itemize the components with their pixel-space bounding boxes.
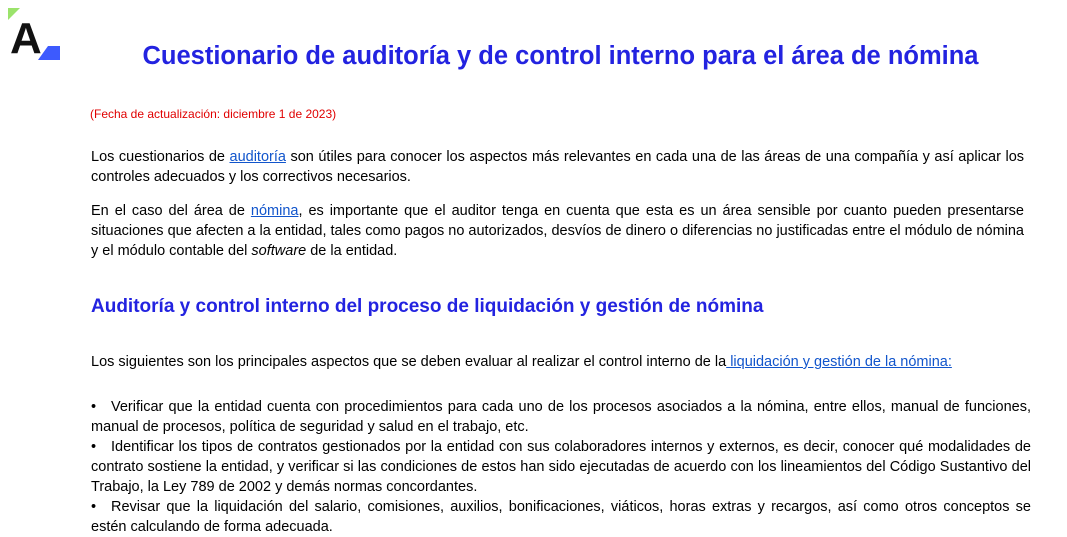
section-title: Auditoría y control interno del proceso de liquidación y gestión de nómina — [91, 296, 764, 317]
update-date: (Fecha de actualización: diciembre 1 de 2023) — [90, 107, 337, 121]
list-item-text: Revisar que la liquidación del salario, comisiones, auxilios, bonificaciones, viáticos, horas extras y recargos, así como otros conceptos se estén calculando de forma adecuada. — [91, 499, 1031, 535]
paragraph-text: En el caso del área de — [91, 203, 251, 219]
paragraph-text: de la entidad. — [306, 243, 398, 259]
section-intro — [91, 352, 952, 372]
list-item — [91, 437, 1031, 497]
list-item — [91, 397, 1031, 437]
nomina-link[interactable]: nómina — [250, 203, 299, 219]
paragraph-text: son útiles para conocer los aspectos más relevantes en cada una de las áreas de una compañía y así aplicar los controles adecuados y los correctivos necesarios. — [91, 149, 1025, 185]
bullet-icon: • — [91, 439, 97, 455]
section-intro-text: Los siguientes son los principales aspectos que se deben evaluar al realizar el control interno de la — [91, 354, 727, 370]
intro-paragraph-2 — [91, 201, 1024, 261]
svg-text:A: A — [10, 14, 42, 62]
intro-paragraph-1 — [91, 147, 1024, 187]
software-emphasis: software — [251, 243, 307, 259]
bullet-icon: • — [91, 399, 97, 415]
page-title: Cuestionario de auditoría y de control interno para el área de nómina — [142, 42, 979, 70]
list-item — [91, 497, 1031, 537]
list-item-text: Identificar los tipos de contratos gestionados por la entidad con sus colaboradores internos y externos, es decir, conocer qué modalidades de contrato sostiene la entidad, y verificar si las condiciones de estos han sido ejecutadas de acuerdo con los lineamientos del Código Sustantivo del Trabajo, la Ley 789 de 2002 y demás normas concordantes. — [91, 439, 1031, 495]
aspects-list — [91, 397, 1031, 537]
bullet-icon: • — [91, 499, 97, 515]
paragraph-text: , es importante que el auditor tenga en cuenta que esta es un área sensible por cuanto pueden presentarse situaciones que afecten a la entidad, tales como pagos no autorizados, desvíos de dinero o diferencias no justificadas entre el módulo de nómina y el módulo contable del — [91, 203, 1024, 259]
paragraph-text: Los cuestionarios de — [91, 149, 230, 165]
list-item-text: Verificar que la entidad cuenta con procedimientos para cada uno de los procesos asociados a la nómina, entre ellos, manual de funciones, manual de procesos, política de seguridad y salud en el trabajo, etc. — [91, 399, 1031, 435]
liquidacion-nomina-link[interactable]: liquidación y gestión de la nómina: — [726, 354, 952, 370]
auditoria-link[interactable]: auditoría — [229, 149, 286, 165]
